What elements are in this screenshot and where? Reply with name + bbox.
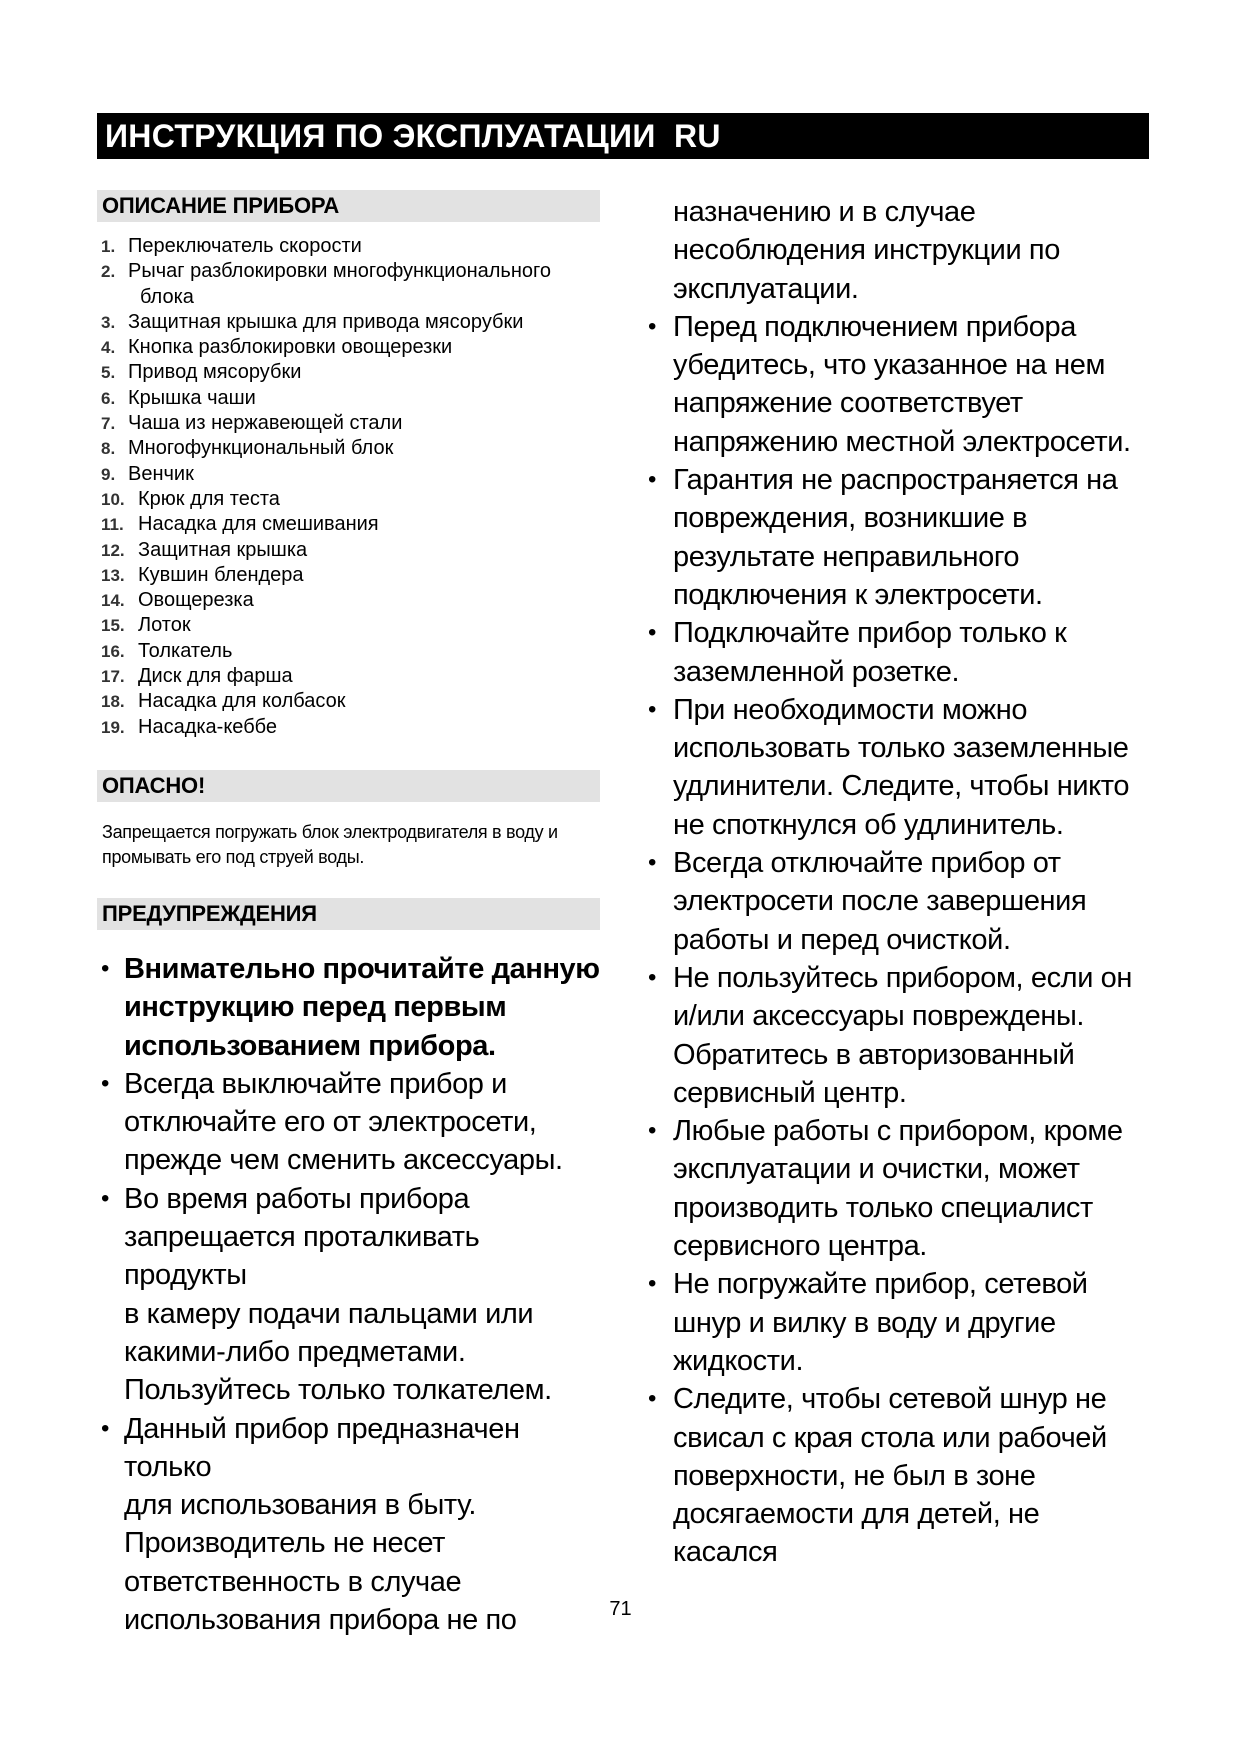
part-label: Крюк для теста <box>138 487 280 510</box>
warning-line: заземленной розетке. <box>673 655 960 688</box>
warning-line: Перед подключением прибора <box>673 310 1076 343</box>
warning-line: Пользуйтесь только толкателем. <box>124 1374 552 1407</box>
section-heading-danger: ОПАСНО! <box>97 770 600 802</box>
warning-line: При необходимости можно <box>673 693 1028 726</box>
warning-item <box>648 614 1148 691</box>
warning-item <box>648 691 1148 844</box>
warning-item <box>648 844 1148 959</box>
warning-line: назначению и в случае <box>673 196 976 228</box>
warning-text <box>673 461 1148 614</box>
warnings-list-left <box>97 950 600 1639</box>
part-item <box>97 285 600 310</box>
warning-line: использования прибора не по <box>124 1603 517 1636</box>
part-label: Кнопка разблокировки овощерезки <box>128 336 453 359</box>
part-number: 4. <box>101 338 116 358</box>
part-label: Насадка для смешивания <box>138 513 379 536</box>
warnings-list-right <box>648 193 1148 1572</box>
warning-continuation <box>648 193 1148 308</box>
warning-text <box>124 1180 600 1410</box>
warning-text <box>673 1112 1148 1265</box>
part-number: 3. <box>101 312 116 332</box>
warning-line: инструкцию перед первым <box>124 991 507 1024</box>
warning-line: в камеру подачи пальцами или <box>124 1297 534 1330</box>
warning-line: свисал с края стола или рабочей <box>673 1421 1107 1454</box>
part-label: Защитная крышка для привода мясорубки <box>128 310 524 333</box>
bullet-icon: • <box>648 312 657 340</box>
warning-line: Любые работы с прибором, кроме <box>673 1115 1123 1148</box>
warning-item <box>648 461 1148 614</box>
part-item <box>97 664 600 689</box>
warning-line: эксплуатации. <box>673 272 859 305</box>
part-number: 16. <box>101 641 125 661</box>
warning-line: Производитель не несет <box>124 1527 445 1560</box>
warning-line: использовать только заземленные <box>673 732 1129 765</box>
warning-line: поверхности, не был в зоне <box>673 1459 1036 1492</box>
warning-line: Всегда выключайте прибор и <box>124 1067 507 1100</box>
part-label: Переключатель скорости <box>128 235 362 257</box>
warning-line: Обратитесь в авторизованный <box>673 1038 1075 1071</box>
part-label: Венчик <box>128 462 194 485</box>
warning-line: Не пользуйтесь прибором, если он <box>673 961 1133 994</box>
warning-line: Подключайте прибор только к <box>673 617 1067 650</box>
part-number: 8. <box>101 439 116 459</box>
part-number: 14. <box>101 591 125 611</box>
bullet-spacer <box>648 193 673 308</box>
warning-line: Внимательно прочитайте данную <box>124 952 600 985</box>
part-number <box>97 285 128 310</box>
warning-text <box>673 844 1148 959</box>
part-number: 11. <box>101 515 124 535</box>
warning-line: Данный прибор предназначен только <box>124 1412 520 1483</box>
section-heading-description: ОПИСАНИЕ ПРИБОРА <box>97 190 600 222</box>
part-item <box>97 639 600 664</box>
part-item <box>97 411 600 436</box>
warning-line: Следите, чтобы сетевой шнур не <box>673 1383 1107 1416</box>
part-label: Чаша из нержавеющей стали <box>128 412 403 435</box>
part-label: Многофункциональный блок <box>128 437 394 460</box>
bullet-icon: • <box>101 1184 110 1212</box>
warning-line: Во время работы прибора <box>124 1182 470 1215</box>
warning-text <box>124 1065 600 1180</box>
part-label: Крышка чаши <box>128 386 256 409</box>
warning-line: производить только специалист <box>673 1191 1093 1224</box>
part-number: 9. <box>101 464 116 484</box>
part-number: 2. <box>101 262 116 282</box>
warning-line: и/или аксессуары повреждены. <box>673 1000 1085 1033</box>
part-number: 17. <box>101 667 125 687</box>
part-label: Привод мясорубки <box>128 361 302 384</box>
bullet-icon: • <box>648 466 657 494</box>
bullet-icon: • <box>648 849 657 877</box>
warning-item <box>648 1265 1148 1380</box>
warning-text <box>673 1380 1148 1571</box>
warning-item <box>97 950 600 1065</box>
warning-text <box>673 691 1148 844</box>
warning-text <box>124 950 600 1065</box>
bullet-icon: • <box>648 1117 657 1145</box>
bullet-icon: • <box>648 695 657 723</box>
warning-line: ответственность в случае <box>124 1565 462 1598</box>
warning-line: эксплуатации и очистки, может <box>673 1153 1080 1186</box>
part-number: 12. <box>101 540 125 560</box>
part-number: 18. <box>101 692 125 712</box>
part-number: 10. <box>101 489 125 509</box>
section-heading-warnings: ПРЕДУПРЕЖДЕНИЯ <box>97 898 600 930</box>
warning-text <box>673 1265 1148 1380</box>
part-item <box>97 462 600 487</box>
warning-line: прежде чем сменить аксессуары. <box>124 1144 563 1177</box>
warning-line: для использования в быту. <box>124 1489 476 1522</box>
warning-line: напряжению местной электросети. <box>673 425 1131 458</box>
bullet-icon: • <box>101 1414 110 1442</box>
part-item <box>97 538 600 563</box>
part-label: Насадка для колбасок <box>138 690 346 713</box>
warning-line: какими-либо предметами. <box>124 1335 466 1368</box>
warning-item <box>648 959 1148 1112</box>
warning-item <box>97 1065 600 1180</box>
bullet-icon: • <box>101 954 110 982</box>
warning-line: Гарантия не распространяется на <box>673 464 1118 497</box>
warning-line: электросети после завершения <box>673 885 1087 918</box>
warning-text <box>673 614 1148 691</box>
part-label: Защитная крышка <box>138 538 308 561</box>
part-item <box>97 487 600 512</box>
warning-line: отключайте его от электросети, <box>124 1106 537 1139</box>
warning-line: не споткнулся об удлинитель. <box>673 808 1064 841</box>
bullet-icon: • <box>648 963 657 991</box>
part-label: Диск для фарша <box>138 665 293 688</box>
danger-text-line: промывать его под струей воды. <box>102 846 365 867</box>
part-item <box>97 613 600 638</box>
warning-text <box>673 959 1148 1112</box>
page-header-banner: ИНСТРУКЦИЯ ПО ЭКСПЛУАТАЦИИ RU <box>97 113 1149 159</box>
part-number: 15. <box>101 616 125 636</box>
part-item <box>97 386 600 411</box>
warning-line: использованием прибора. <box>124 1029 496 1062</box>
warning-item <box>648 308 1148 461</box>
part-item <box>97 588 600 613</box>
warning-line: удлинители. Следите, чтобы никто <box>673 770 1130 803</box>
part-label: Овощерезка <box>138 589 254 612</box>
part-number: 6. <box>101 388 116 408</box>
warning-line: результате неправильного <box>673 540 1020 573</box>
warning-text <box>673 193 1148 308</box>
warning-line: сервисный центр. <box>673 1076 907 1109</box>
part-label: Рычаг разблокировки многофункционального <box>128 260 551 283</box>
part-label: Кувшин блендера <box>138 563 304 586</box>
part-item <box>97 689 600 714</box>
part-label: Толкатель <box>138 639 233 662</box>
part-item <box>97 563 600 588</box>
warning-line: напряжение соответствует <box>673 387 1023 420</box>
part-item <box>97 360 600 385</box>
warning-line: досягаемости для детей, не касался <box>673 1498 1040 1569</box>
warning-line: запрещается проталкивать продукты <box>124 1221 480 1292</box>
part-item <box>97 310 600 335</box>
warning-item <box>648 1112 1148 1265</box>
part-number: 5. <box>101 363 116 383</box>
warning-line: несоблюдения инструкции по <box>673 234 1060 267</box>
warning-line: повреждения, возникшие в <box>673 502 1028 535</box>
right-column <box>648 193 1148 1572</box>
part-number: 13. <box>101 565 125 585</box>
part-label: Лоток <box>138 614 191 637</box>
part-item <box>97 436 600 461</box>
bullet-icon: • <box>648 1385 657 1413</box>
warning-text <box>673 308 1148 461</box>
warning-line: сервисного центра. <box>673 1230 927 1263</box>
part-number: 19. <box>101 717 125 737</box>
danger-text-line: Запрещается погружать блок электродвигателя в воду и <box>102 821 558 842</box>
warning-line: шнур и вилку в воду и другие <box>673 1306 1056 1339</box>
parts-list <box>97 234 600 740</box>
part-number: 1. <box>101 237 116 256</box>
warning-item <box>648 1380 1148 1571</box>
warning-line: подключения к электросети. <box>673 578 1043 611</box>
warning-line: работы и перед очисткой. <box>673 923 1011 956</box>
bullet-icon: • <box>648 619 657 647</box>
bullet-icon: • <box>101 1069 110 1097</box>
warning-line: Не погружайте прибор, сетевой <box>673 1268 1088 1301</box>
left-column <box>97 190 600 1639</box>
warning-item <box>97 1180 600 1410</box>
part-item <box>97 234 600 259</box>
part-label: Насадка-кеббе <box>138 715 278 738</box>
bullet-icon: • <box>648 1270 657 1298</box>
page-number: 71 <box>609 1598 632 1620</box>
warning-line: Всегда отключайте прибор от <box>673 847 1061 880</box>
part-item <box>97 335 600 360</box>
part-number: 7. <box>101 414 116 434</box>
part-item <box>97 715 600 740</box>
part-label: блока <box>140 285 194 308</box>
warning-line: жидкости. <box>673 1344 804 1377</box>
warning-line: убедитесь, что указанное на нем <box>673 349 1106 382</box>
part-item <box>97 512 600 537</box>
danger-text <box>102 820 600 870</box>
part-item <box>97 259 600 284</box>
